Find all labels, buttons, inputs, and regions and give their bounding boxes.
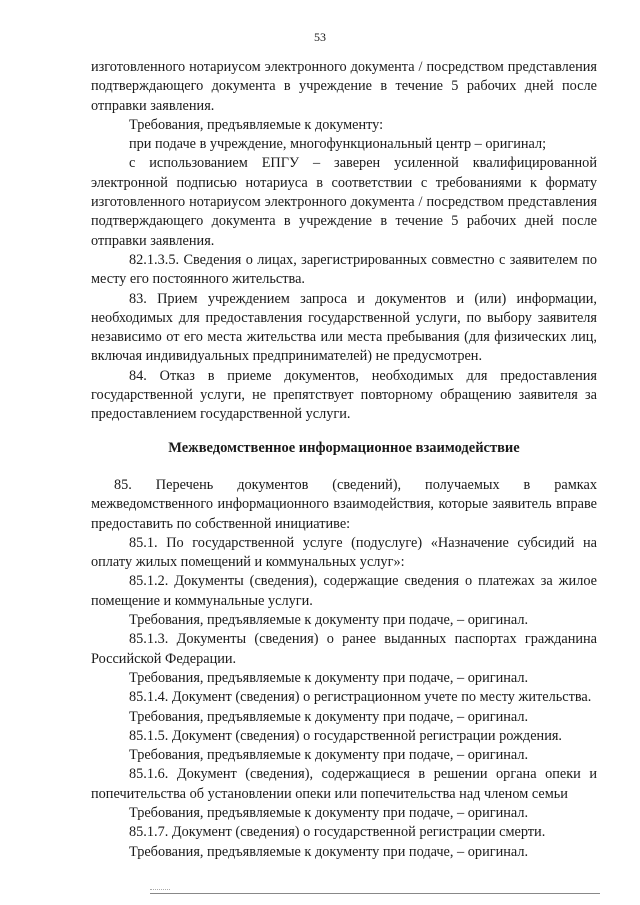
document-body	[91, 58, 597, 862]
paragraph-continuation: изготовленного нотариусом электронного документа / посредством представления подтверждающего документа в учреждение в течение 5 рабочих дней после отправки заявления.	[91, 59, 597, 114]
paragraph-85-1: 85.1. По государственной услуге (подуслуге) «Назначение субсидий на оплату жилых помещений и коммунальных услуг»:	[91, 534, 597, 571]
paragraph-requirement: Требования, предъявляемые к документу при подаче, – оригинал.	[129, 612, 529, 629]
paragraph-requirement: Требования, предъявляемые к документу при подаче, – оригинал.	[129, 708, 529, 725]
paragraph-85-1-5: 85.1.5. Документ (сведения) о государственной регистрации рождения.	[129, 727, 563, 744]
section-heading: Межведомственное информационное взаимодействие	[168, 439, 520, 456]
paragraph-82-1-3-5: 82.1.3.5. Сведения о лицах, зарегистрированных совместно с заявителем по месту его постоянного жительства.	[91, 251, 597, 288]
paragraph-requirement: Требования, предъявляемые к документу при подаче, – оригинал.	[129, 843, 529, 860]
paragraph-requirement-office: при подаче в учреждение, многофункциональный центр – оригинал;	[129, 136, 547, 153]
paragraph-85-1-6: 85.1.6. Документ (сведения), содержащиеся в решении органа опеки и попечительства об установлении опеки или попечительства над членом семьи	[91, 766, 597, 802]
footer-rule	[150, 893, 600, 894]
paragraph-requirement: Требования, предъявляемые к документу при подаче, – оригинал.	[129, 747, 529, 764]
paragraph-requirement: Требования, предъявляемые к документу при подаче, – оригинал.	[129, 669, 529, 686]
paragraph-85: 85. Перечень документов (сведений), получаемых в рамках межведомственного информационного взаимодействия, которые заявитель вправе предоставить по собственной инициативе:	[91, 476, 597, 532]
page-number: 53	[314, 30, 326, 44]
paragraph-requirements-intro: Требования, предъявляемые к документу:	[129, 116, 384, 133]
paragraph-requirement: Требования, предъявляемые к документу при подаче, – оригинал.	[129, 804, 529, 821]
paragraph-85-1-2: 85.1.2. Документы (сведения), содержащие сведения о платежах за жилое помещение и коммунальные услуги.	[91, 573, 597, 609]
paragraph-83: 83. Прием учреждением запроса и документов и (или) информации, необходимых для предоставления государственной услуги, по выбору заявителя независимо от его места жительства или места пребывания (для физических лиц, включая индивидуальных предпринимателей) не предусмотрен.	[91, 290, 597, 365]
paragraph-85-1-7: 85.1.7. Документ (сведения) о государственной регистрации смерти.	[129, 824, 546, 841]
paragraph-85-1-3: 85.1.3. Документы (сведения) о ранее выданных паспортах гражданина Российской Федерации.	[91, 631, 597, 667]
paragraph-requirement-epgu: с использованием ЕПГУ – заверен усиленной квалифицированной электронной подписью нотариуса в соответствии с требованиями к формату изготовленного нотариусом электронного документа / посредством представления подтверждающего документа в учреждение в течение 5 рабочих дней после отправки заявления.	[91, 155, 597, 249]
paragraph-84: 84. Отказ в приеме документов, необходимых для предоставления государственной услуги, не препятствует повторному обращению заявителя за предоставлением государственной услуги.	[91, 367, 597, 423]
paragraph-85-1-4: 85.1.4. Документ (сведения) о регистрационном учете по месту жительства.	[129, 689, 592, 706]
